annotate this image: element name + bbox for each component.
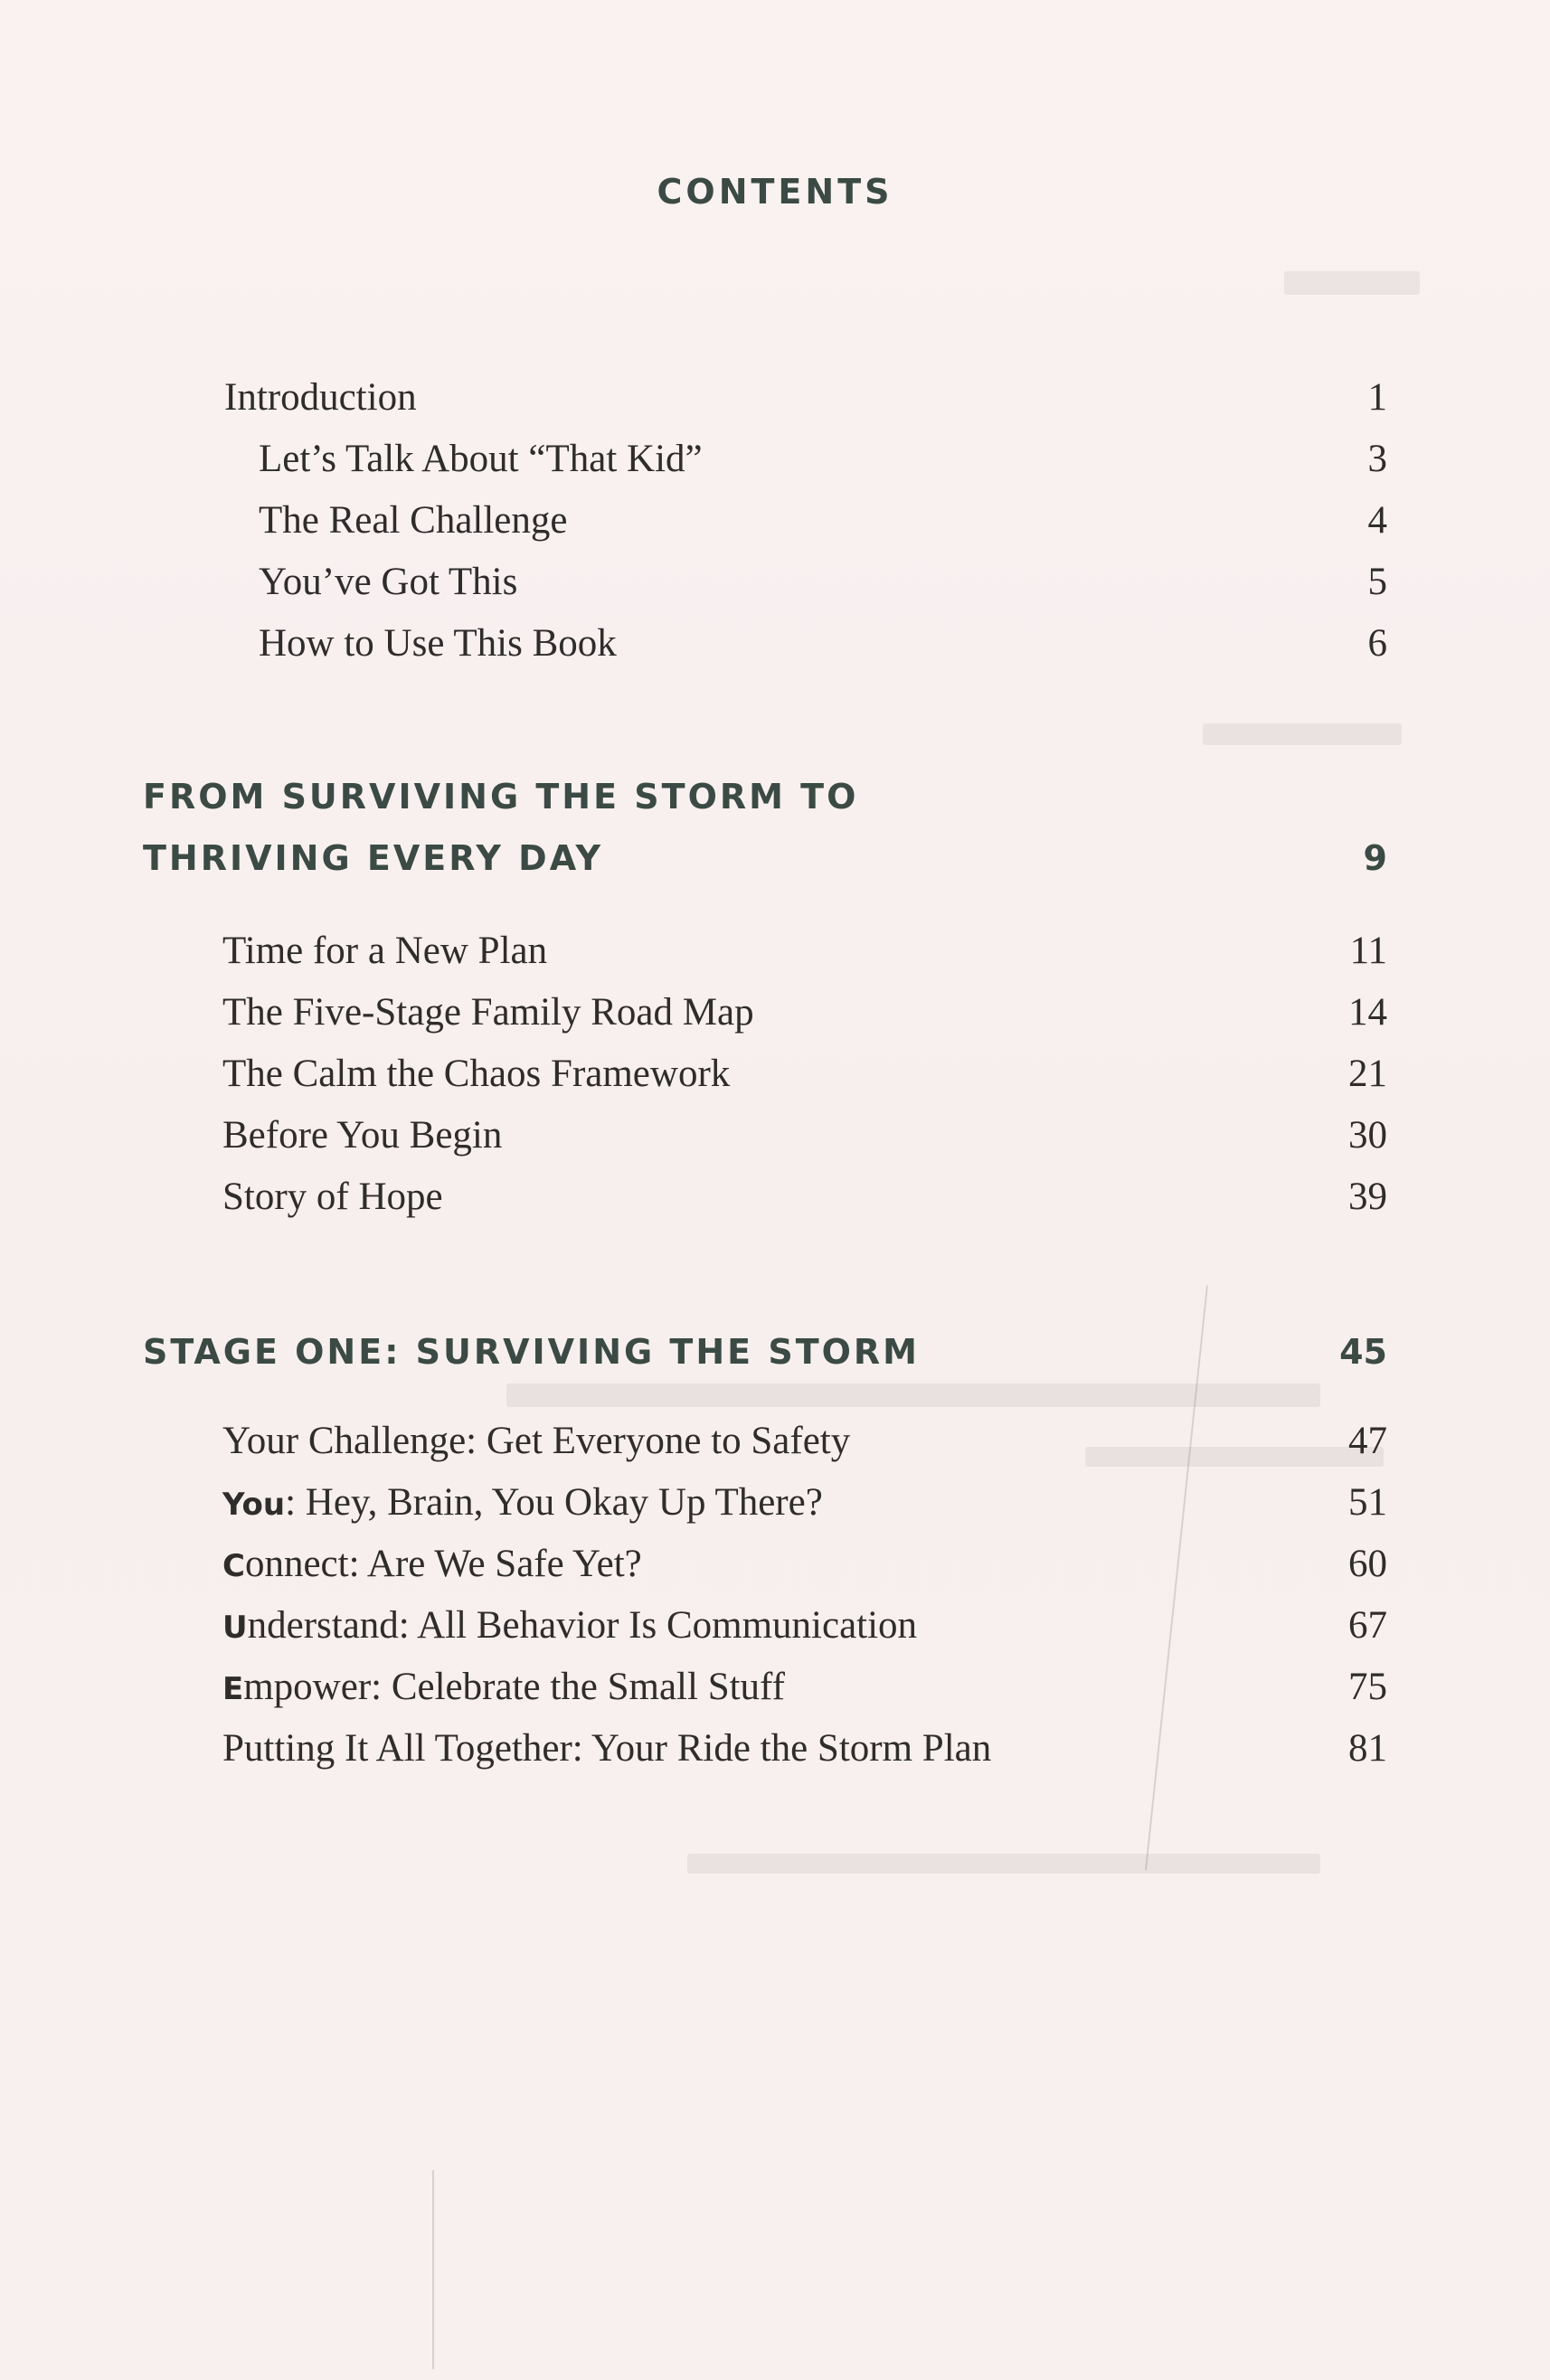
toc-entry-page: 30: [1348, 1114, 1387, 1157]
toc-entry-page: 75: [1348, 1666, 1387, 1708]
framework-letter: U: [222, 1610, 248, 1646]
toc-entry-title: Before You Begin: [222, 1114, 503, 1157]
toc-entry-title-rest: : Hey, Brain, You Okay Up There?: [285, 1481, 823, 1524]
framework-letter: E: [222, 1671, 244, 1707]
toc-section-heading[interactable]: [0, 1322, 1550, 1382]
toc-entry-title: [222, 1476, 823, 1532]
toc-entry-title: Introduction: [224, 376, 417, 419]
toc-entry-title-rest: nderstand: All Behavior Is Communication: [247, 1604, 918, 1647]
toc-entry-introduction[interactable]: [0, 371, 1550, 425]
toc-entry[interactable]: [0, 432, 1550, 486]
framework-letter: You: [222, 1487, 286, 1523]
section-page: 9: [1363, 838, 1387, 878]
show-through-mark: [506, 1384, 1320, 1407]
show-through-mark: [1284, 271, 1420, 295]
toc-entry-page: 39: [1348, 1176, 1387, 1218]
toc-entry[interactable]: [0, 924, 1550, 978]
toc-entry[interactable]: [0, 555, 1550, 609]
show-through-mark: [687, 1854, 1320, 1874]
toc-entry-title: [222, 1599, 917, 1655]
toc-entry-title: Time for a New Plan: [222, 930, 548, 972]
toc-entry-title: Your Challenge: Get Everyone to Safety: [222, 1420, 851, 1462]
toc-entry-title: [222, 1660, 785, 1716]
toc-entry-page: 51: [1348, 1481, 1387, 1524]
toc-entry[interactable]: [0, 1537, 1550, 1591]
toc-entry[interactable]: [0, 1599, 1550, 1653]
toc-entry-page: 81: [1348, 1727, 1387, 1770]
toc-entry-page: 60: [1348, 1543, 1387, 1585]
toc-entry-page: 6: [1367, 622, 1387, 665]
toc-entry-page: 3: [1367, 438, 1387, 480]
toc-entry[interactable]: [0, 986, 1550, 1040]
toc-entry[interactable]: [0, 494, 1550, 548]
toc-entry-title: You’ve Got This: [259, 561, 518, 603]
section-title-line: STAGE ONE: SURVIVING THE STORM: [143, 1332, 920, 1372]
framework-letter: C: [222, 1548, 245, 1584]
toc-entry-title: [222, 1537, 642, 1593]
toc-entry-title: The Real Challenge: [259, 499, 568, 542]
section-title-line: FROM SURVIVING THE STORM TO: [143, 777, 859, 817]
page-crease: [432, 2170, 434, 2369]
section-title-line: THRIVING EVERY DAY: [143, 838, 603, 878]
toc-section-heading[interactable]: [0, 767, 1550, 826]
show-through-mark: [1203, 723, 1402, 745]
toc-entry-title: Let’s Talk About “That Kid”: [259, 438, 703, 480]
toc-entry-page: 5: [1367, 561, 1387, 603]
section-page: 45: [1339, 1332, 1387, 1372]
toc-entry-title-rest: mpower: Celebrate the Small Stuff: [243, 1666, 785, 1708]
toc-entry-page: 21: [1348, 1053, 1387, 1095]
toc-entry[interactable]: [0, 1660, 1550, 1714]
toc-entry-title-rest: onnect: Are We Safe Yet?: [244, 1543, 642, 1585]
toc-entry-title: How to Use This Book: [259, 622, 617, 665]
toc-entry-page: 11: [1349, 930, 1387, 972]
toc-entry-page: 1: [1367, 376, 1387, 419]
toc-entry[interactable]: [0, 1414, 1550, 1469]
toc-entry[interactable]: [0, 1170, 1550, 1224]
toc-entry-title: The Five-Stage Family Road Map: [222, 991, 754, 1034]
toc-entry-page: 4: [1367, 499, 1387, 542]
toc-entry-title: Story of Hope: [222, 1176, 443, 1218]
toc-entry[interactable]: [0, 1722, 1550, 1776]
toc-entry[interactable]: [0, 1476, 1550, 1530]
toc-entry[interactable]: [0, 1047, 1550, 1101]
contents-heading: CONTENTS: [657, 172, 893, 212]
toc-entry-page: 14: [1348, 991, 1387, 1034]
toc-entry[interactable]: [0, 617, 1550, 671]
toc-section-heading[interactable]: [0, 828, 1550, 888]
toc-entry-page: 67: [1348, 1604, 1387, 1647]
toc-entry[interactable]: [0, 1109, 1550, 1163]
toc-entry-page: 47: [1348, 1420, 1387, 1462]
toc-entry-title: Putting It All Together: Your Ride the Storm Plan: [222, 1727, 992, 1770]
toc-entry-title: The Calm the Chaos Framework: [222, 1053, 731, 1095]
